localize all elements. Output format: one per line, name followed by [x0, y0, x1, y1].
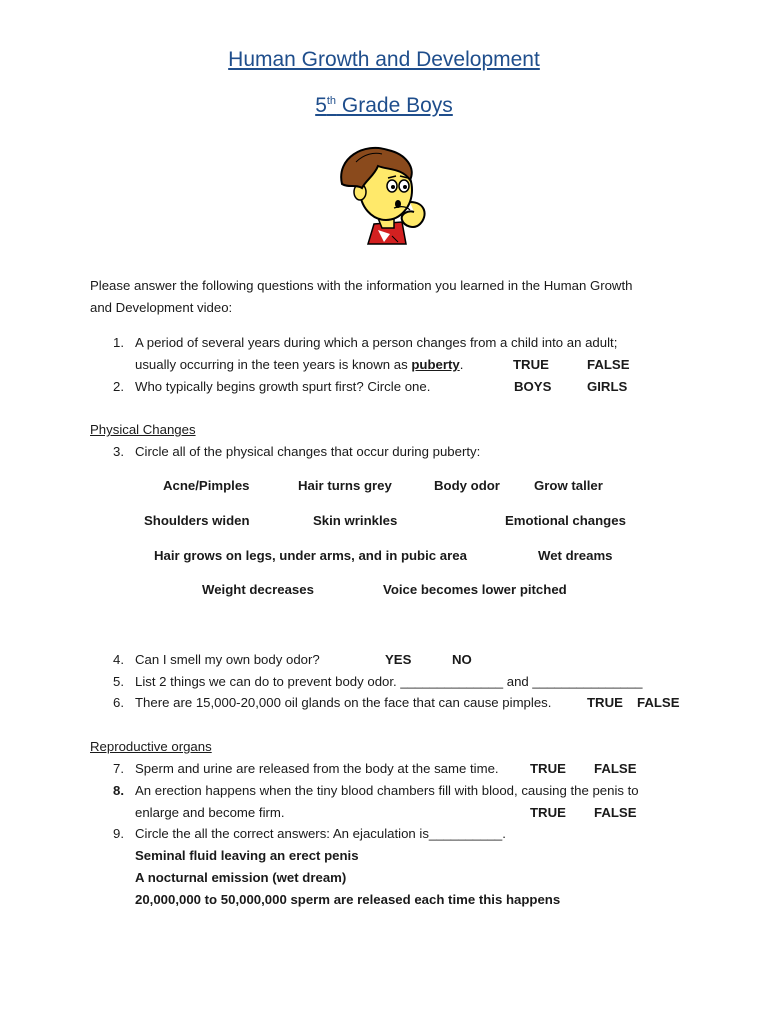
change-hair-grey[interactable]: Hair turns grey: [298, 478, 392, 493]
q3-number: 3.: [113, 444, 124, 459]
q6-number: 6.: [113, 695, 124, 710]
q8-true-option[interactable]: TRUE: [530, 805, 566, 820]
q1-period: .: [459, 357, 464, 372]
q7-false-option[interactable]: FALSE: [594, 761, 637, 776]
change-shoulders-widen[interactable]: Shoulders widen: [144, 513, 250, 528]
q1-number: 1.: [113, 335, 124, 350]
grade-suffix: th: [326, 95, 337, 107]
q1-false-option[interactable]: FALSE: [587, 357, 630, 372]
q1-text: usually occurring in the teen years is known as: [135, 357, 412, 372]
q9-answer-3[interactable]: 20,000,000 to 50,000,000 sperm are released each time this happens: [135, 892, 561, 907]
page-title: Human Growth and Development: [228, 48, 540, 71]
change-acne[interactable]: Acne/Pimples: [163, 478, 250, 493]
change-wet-dreams[interactable]: Wet dreams: [538, 548, 613, 563]
q8-line-1: An erection happens when the tiny blood chambers fill with blood, causing the penis to: [135, 783, 639, 798]
q2-boys-option[interactable]: BOYS: [514, 379, 552, 394]
q1-line-2: [135, 357, 463, 372]
q1-true-option[interactable]: TRUE: [513, 357, 549, 372]
section-reproductive-organs: Reproductive organs: [90, 739, 212, 754]
q9-text: Circle the all the correct answers: An ejaculation is__________.: [135, 826, 506, 841]
q1-line-1: A period of several years during which a person changes from a child into an adult;: [135, 335, 618, 350]
q4-no-option[interactable]: NO: [452, 652, 472, 667]
q6-false-option[interactable]: FALSE: [637, 695, 680, 710]
q8-line-2: enlarge and become firm.: [135, 805, 285, 820]
intro-line-1: Please answer the following questions with the information you learned in the Human Growth: [90, 278, 633, 293]
q1-keyword: puberty: [411, 357, 460, 372]
q4-number: 4.: [113, 652, 124, 667]
q7-true-option[interactable]: TRUE: [530, 761, 566, 776]
grade-text: Grade Boys: [336, 94, 453, 117]
q7-number: 7.: [113, 761, 124, 776]
q2-text: Who typically begins growth spurt first? Circle one.: [135, 379, 431, 394]
q9-number: 9.: [113, 826, 124, 841]
intro-line-2: and Development video:: [90, 300, 233, 315]
change-hair-growth[interactable]: Hair grows on legs, under arms, and in pubic area: [154, 548, 467, 563]
q9-answer-1[interactable]: Seminal fluid leaving an erect penis: [135, 848, 359, 863]
q5-text: List 2 things we can do to prevent body odor. ______________ and _______________: [135, 674, 643, 689]
q5-number: 5.: [113, 674, 124, 689]
change-skin-wrinkles[interactable]: Skin wrinkles: [313, 513, 398, 528]
q4-yes-option[interactable]: YES: [385, 652, 412, 667]
q4-text: Can I smell my own body odor?: [135, 652, 320, 667]
change-emotional[interactable]: Emotional changes: [505, 513, 626, 528]
q2-girls-option[interactable]: GIRLS: [587, 379, 628, 394]
thinking-boy-illustration: [334, 144, 434, 248]
q8-number: 8.: [113, 783, 124, 798]
change-body-odor[interactable]: Body odor: [434, 478, 500, 493]
q3-text: Circle all of the physical changes that occur during puberty:: [135, 444, 481, 459]
change-voice-lower[interactable]: Voice becomes lower pitched: [383, 582, 567, 597]
page-subtitle: [0, 94, 768, 118]
q9-answer-2[interactable]: A nocturnal emission (wet dream): [135, 870, 347, 885]
change-weight-decreases[interactable]: Weight decreases: [202, 582, 314, 597]
q7-text: Sperm and urine are released from the body at the same time.: [135, 761, 499, 776]
q8-false-option[interactable]: FALSE: [594, 805, 637, 820]
q6-true-option[interactable]: TRUE: [587, 695, 623, 710]
q2-number: 2.: [113, 379, 124, 394]
grade-number: 5: [315, 94, 327, 117]
change-grow-taller[interactable]: Grow taller: [534, 478, 603, 493]
section-physical-changes: Physical Changes: [90, 422, 196, 437]
q6-text: There are 15,000-20,000 oil glands on the face that can cause pimples.: [135, 695, 552, 710]
